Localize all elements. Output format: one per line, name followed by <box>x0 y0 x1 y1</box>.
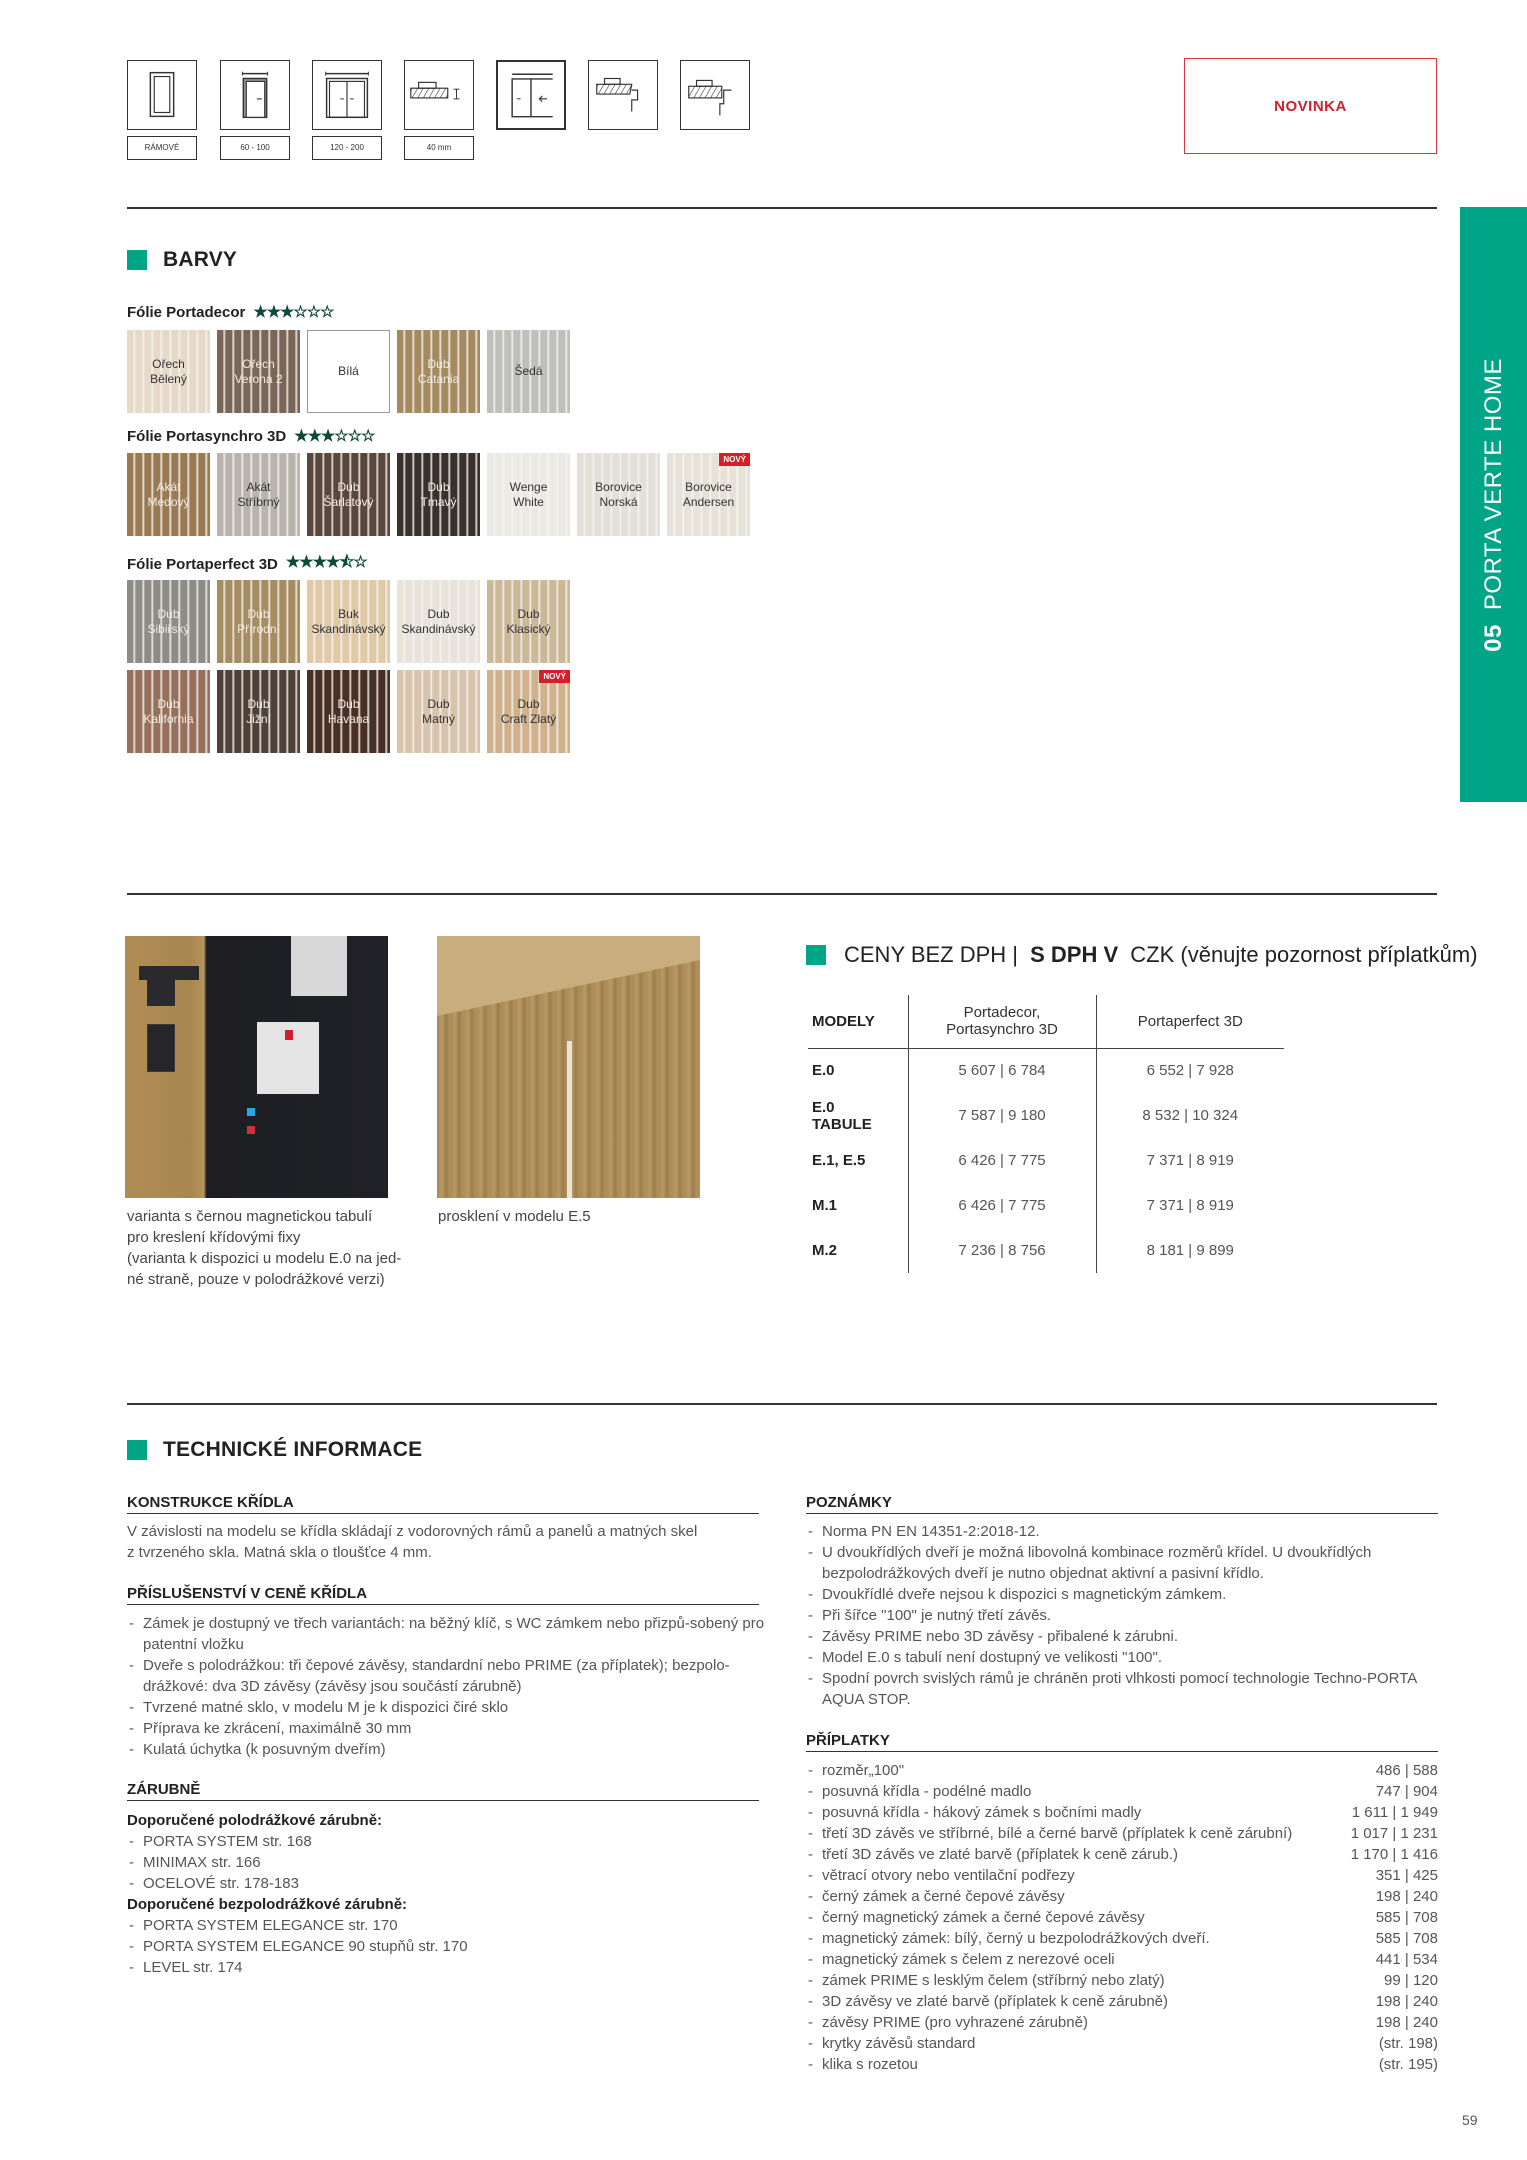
chapter-title: PORTA VERTE HOME <box>1479 357 1507 610</box>
swatch-label-wrap <box>234 357 282 387</box>
swatch-label-wrap <box>323 480 373 510</box>
surcharge-price: 441 | 534 <box>1375 1951 1438 1968</box>
swatch-label-wrap <box>311 607 385 637</box>
color-swatch[interactable] <box>397 670 480 753</box>
surcharge-item <box>806 2054 1438 2075</box>
swatch-label: Dub <box>427 479 450 494</box>
swatch-label: Sibiřský <box>147 621 190 636</box>
surcharge-label: - větrací otvory nebo ventilační podřezy <box>822 1867 1075 1884</box>
color-swatch[interactable] <box>127 453 210 536</box>
novinka-badge: NOVINKA <box>1184 58 1437 154</box>
price-cell: 6 426 | 7 775 <box>908 1138 1096 1183</box>
surcharge-label: - 3D závěsy ve zlaté barvě (příplatek k ceně zárubně) <box>822 1993 1169 2010</box>
sliding-door-icon <box>496 60 566 130</box>
swatch-label-wrap <box>510 480 548 510</box>
surcharge-price: 198 | 240 <box>1375 1888 1438 1905</box>
surcharge-label: - posuvná křídla - podélné madlo <box>822 1783 1032 1800</box>
swatch-label: Norská <box>599 494 638 509</box>
surcharge-price: 198 | 240 <box>1375 1993 1438 2010</box>
price-cell: 6 552 | 7 928 <box>1096 1048 1284 1093</box>
swatch-label: Šarlatový <box>323 494 374 509</box>
surcharge-label: - magnetický zámek: bílý, černý u bezpolodrážkových dveří. <box>822 1930 1210 1947</box>
swatch-label: Ořech <box>152 356 185 371</box>
swatch-label: Matný <box>422 711 455 726</box>
new-badge: NOVÝ <box>539 670 570 683</box>
color-swatch[interactable] <box>397 330 480 413</box>
swatch-label-wrap <box>501 697 556 727</box>
keyhole-rosette-icon <box>147 1024 175 1072</box>
double-door-width-icon <box>312 60 382 130</box>
swatch-label: Dub <box>247 696 270 711</box>
frame-door-icon <box>127 60 197 130</box>
section-marker <box>127 250 147 270</box>
group-title: Fólie Portadecor <box>127 303 246 321</box>
surcharge-price: (str. 195) <box>1378 2056 1438 2073</box>
zarubne-group-title: Doporučené polodrážkové zárubně: <box>127 1812 383 1829</box>
divider <box>127 893 1437 895</box>
frame-top <box>437 936 700 1016</box>
table-row <box>808 1138 1284 1183</box>
zarubne-list <box>127 1810 767 1978</box>
swatch-label-wrap <box>422 697 455 727</box>
surcharge-label: - zámek PRIME s lesklým čelem (stříbrný nebo zlatý) <box>822 1972 1165 1989</box>
swatch-label: Dub <box>427 356 450 371</box>
tech-heading <box>127 1438 422 1462</box>
rebated-door-icon <box>588 60 658 130</box>
swatch-label: Dub <box>157 696 180 711</box>
price-cell: 8 532 | 10 324 <box>1096 1093 1284 1138</box>
swatch-label-wrap <box>683 480 734 510</box>
swatch-label-wrap <box>401 607 475 637</box>
swatch-label: Verona 2 <box>234 371 283 386</box>
surcharge-label: - krytky závěsů standard <box>822 2035 976 2052</box>
surcharge-label: - posuvná křídla - hákový zámek s bočními madly <box>822 1804 1142 1821</box>
surcharge-item <box>806 1781 1438 1802</box>
swatch-label-wrap <box>147 480 189 510</box>
swatch-label: Borovice <box>685 479 732 494</box>
icon-label-frame: RÁMOVÉ <box>127 136 197 160</box>
surcharge-item <box>806 1823 1438 1844</box>
surcharge-price: 1 017 | 1 231 <box>1350 1825 1438 1842</box>
surcharge-price: 1 611 | 1 949 <box>1351 1804 1438 1821</box>
folie-group-title <box>127 551 367 578</box>
list-item: - MINIMAX str. 166 <box>127 1852 767 1873</box>
door-thickness-icon <box>404 60 474 130</box>
surcharge-label: - magnetický zámek s čelem z nerezové oceli <box>822 1951 1115 1968</box>
surcharge-label: - rozměr„100" <box>822 1762 905 1779</box>
prices-heading-part: CZK (věnujte pozornost příplatkům) <box>1124 942 1478 967</box>
surcharge-price: 351 | 425 <box>1375 1867 1438 1884</box>
folie-group-title <box>127 302 333 322</box>
swatch-label-wrap <box>338 364 359 379</box>
swatch-label: Klasický <box>506 621 551 636</box>
surcharge-item <box>806 1802 1438 1823</box>
swatch-label: Havana <box>327 711 370 726</box>
icon-label-thickness: 40 mm <box>404 136 474 160</box>
swatch-label: Andersen <box>682 494 735 509</box>
text-line: z tvrzeného skla. Matná skla o tloušťce 4 mm. <box>127 1544 432 1561</box>
color-swatch[interactable] <box>487 580 570 663</box>
surcharge-price: 747 | 904 <box>1375 1783 1438 1800</box>
swatch-label: Tmavý <box>420 494 457 509</box>
table-row <box>808 1228 1284 1273</box>
swatch-label-wrap <box>147 607 189 637</box>
chapter-number: 05 <box>1479 623 1507 652</box>
model-cell: E.1, E.5 <box>812 1152 866 1169</box>
price-cell: 5 607 | 6 784 <box>908 1048 1096 1093</box>
color-swatch[interactable] <box>667 453 750 536</box>
surcharge-price: (str. 198) <box>1378 2035 1438 2052</box>
swatch-label: Akát <box>246 479 271 494</box>
swatch-label: Medový <box>147 494 190 509</box>
swatch-label: Skandinávský <box>311 621 386 636</box>
list-item: - Při šířce "100" je nutný třetí závěs. <box>806 1605 1438 1626</box>
swatch-label: Dub <box>427 606 450 621</box>
color-swatch[interactable] <box>217 670 300 753</box>
surcharge-label: - třetí 3D závěs ve zlaté barvě (příplatek k ceně zárub.) <box>822 1846 1178 1863</box>
color-swatch[interactable] <box>577 453 660 536</box>
header-line: Portasynchro 3D <box>946 1021 1058 1039</box>
icon-label-double-width: 120 - 200 <box>312 136 382 160</box>
prices-heading-part: CENY BEZ DPH | <box>844 942 1025 967</box>
swatch-label-wrap <box>506 607 550 637</box>
color-swatch[interactable] <box>127 670 210 753</box>
swatch-label: Dub <box>337 479 360 494</box>
section-marker <box>127 1440 147 1460</box>
colors-title: BARVY <box>163 248 238 271</box>
pinned-paper <box>291 936 347 996</box>
zarubne-group-title: Doporučené bezpolodrážkové zárubně: <box>127 1896 408 1913</box>
price-cell: 7 371 | 8 919 <box>1096 1138 1284 1183</box>
surcharge-price: 99 | 120 <box>1384 1972 1438 1989</box>
surcharge-item <box>806 1844 1438 1865</box>
swatch-label: Dub <box>517 696 540 711</box>
blue-magnet <box>247 1108 255 1116</box>
prislusenstvi-heading: PŘÍSLUŠENSTVÍ V CENĚ KŘÍDLA <box>127 1585 759 1605</box>
surcharge-item <box>806 1970 1438 1991</box>
swatch-label-wrap <box>246 697 271 727</box>
folie-group-title <box>127 426 374 446</box>
icon-label-single-width: 60 - 100 <box>220 136 290 160</box>
caption-line: pro kreslení křídovými fixy <box>127 1229 301 1246</box>
color-swatch[interactable] <box>217 330 300 413</box>
swatch-label: Akát <box>156 479 181 494</box>
swatch-label: Dub <box>337 696 360 711</box>
list-item: - PORTA SYSTEM str. 168 <box>127 1831 767 1852</box>
color-swatch[interactable] <box>307 330 390 413</box>
model-cell: E.0 <box>812 1062 835 1080</box>
section-marker <box>806 945 826 965</box>
price-cell: 7 371 | 8 919 <box>1096 1183 1284 1228</box>
caption-line: prosklení v modelu E.5 <box>438 1208 591 1225</box>
list-item: - Dvoukřídlé dveře nejsou k dispozici s magnetickým zámkem. <box>806 1584 1438 1605</box>
swatch-label: Dub <box>427 696 450 711</box>
magnetic-board-photo <box>125 936 388 1198</box>
swatch-label: Stříbrný <box>237 494 280 509</box>
swatch-label: Bílá <box>338 364 359 378</box>
swatch-label: Buk <box>338 606 359 621</box>
zarubne-heading: ZÁRUBNĚ <box>127 1781 759 1801</box>
header-line: Portadecor, <box>963 1004 1041 1022</box>
list-item: - Tvrzené matné sklo, v modelu M je k dispozici čiré sklo <box>127 1697 767 1718</box>
zarubne-group-list <box>127 1915 767 1978</box>
surcharge-item <box>806 1760 1438 1781</box>
swatch-label: Přírodní <box>237 621 280 636</box>
swatch-label: Borovice <box>595 479 642 494</box>
list-item: - PORTA SYSTEM ELEGANCE 90 stupňů str. 170 <box>127 1936 767 1957</box>
konstrukce-text <box>127 1521 767 1563</box>
swatch-label: White <box>513 494 544 509</box>
priplatky-heading: PŘÍPLATKY <box>806 1732 1438 1752</box>
poznamky-list <box>806 1521 1438 1710</box>
red-magnet <box>285 1030 293 1040</box>
price-cell: 6 426 | 7 775 <box>908 1183 1096 1228</box>
priplatky-list <box>806 1760 1438 2075</box>
prislusenstvi-list <box>127 1613 767 1760</box>
surcharge-price: 486 | 588 <box>1375 1762 1438 1779</box>
swatch-label-wrap <box>237 607 280 637</box>
swatch-label-wrap <box>418 357 459 387</box>
model-cell: E.0 TABULE <box>812 1098 872 1133</box>
color-swatch[interactable] <box>487 453 570 536</box>
list-item: - Spodní povrch svislých rámů je chráněn proti vlhkosti pomocí technologie Techno-PORTA AQUA STOP. <box>806 1668 1438 1710</box>
swatch-label: Wenge <box>509 479 548 494</box>
prices-heading <box>806 942 1478 968</box>
column-header-portaperfect: Portaperfect 3D <box>1096 995 1284 1048</box>
surcharge-item <box>806 1949 1438 1970</box>
color-swatch[interactable] <box>127 330 210 413</box>
swatch-label-wrap <box>421 480 457 510</box>
swatch-label-wrap <box>237 480 279 510</box>
model-cell: M.1 <box>812 1197 838 1214</box>
color-swatch[interactable] <box>307 670 390 753</box>
swatch-label: Šedá <box>514 364 543 378</box>
tech-title: TECHNICKÉ INFORMACE <box>163 1438 423 1461</box>
price-cell: 7 236 | 8 756 <box>908 1228 1096 1273</box>
surcharge-item <box>806 1907 1438 1928</box>
surcharge-label: - klika s rozetou <box>822 2056 918 2073</box>
list-item: - Příprava ke zkrácení, maximálně 30 mm <box>127 1718 767 1739</box>
swatch-label-wrap <box>143 697 193 727</box>
glass-strip <box>567 1041 572 1198</box>
surcharge-price: 585 | 708 <box>1375 1930 1438 1947</box>
list-item: - Model E.0 s tabulí není dostupný ve velikosti "100". <box>806 1647 1438 1668</box>
prices-heading-bold: S DPH V <box>1030 942 1119 967</box>
model-cell: M.2 <box>812 1242 838 1259</box>
color-swatch[interactable] <box>487 330 570 413</box>
price-cell: 8 181 | 9 899 <box>1096 1228 1284 1273</box>
swatch-label: Dub <box>247 606 270 621</box>
rating-stars-icon: ★★★★⯪☆ <box>285 554 367 571</box>
poznamky-heading: POZNÁMKY <box>806 1494 1438 1514</box>
swatch-label: Skandinávský <box>401 621 476 636</box>
color-swatch[interactable] <box>127 580 210 663</box>
swatch-label: Jižní <box>246 711 271 726</box>
colors-heading <box>127 248 237 272</box>
zarubne-group-list <box>127 1831 767 1894</box>
color-swatch[interactable] <box>307 580 390 663</box>
surcharge-item <box>806 1865 1438 1886</box>
color-swatch[interactable] <box>307 453 390 536</box>
group-title: Fólie Portasynchro 3D <box>127 427 287 445</box>
column-header-portadecor <box>908 995 1096 1048</box>
photo-caption-glazing <box>438 1206 591 1227</box>
page-number: 59 <box>1462 2112 1478 2128</box>
divider <box>127 207 1437 209</box>
caption-line: varianta s černou magnetickou tabulí <box>127 1208 373 1225</box>
list-item: - LEVEL str. 174 <box>127 1957 767 1978</box>
swatch-label-wrap <box>514 364 542 379</box>
photo-caption-board <box>127 1206 401 1290</box>
text-line: V závislosti na modelu se křídla skládají z vodorovných rámů a panelů a matných skel <box>127 1523 698 1540</box>
surcharge-item <box>806 1928 1438 1949</box>
swatch-label: Craft Zlatý <box>500 711 557 726</box>
surcharge-price: 585 | 708 <box>1375 1909 1438 1926</box>
table-row <box>808 1093 1284 1138</box>
surcharge-item <box>806 1886 1438 1907</box>
list-item: - Závěsy PRIME nebo 3D závěsy - přibalené k zárubni. <box>806 1626 1438 1647</box>
list-item: - Kulatá úchytka (k posuvným dveřím) <box>127 1739 767 1760</box>
surcharge-price: 198 | 240 <box>1375 2014 1438 2031</box>
swatch-label: Ořech <box>242 356 275 371</box>
swatch-label: Kalifornia <box>143 711 194 726</box>
swatch-label: Dub <box>157 606 180 621</box>
surcharge-label: - černý magnetický zámek a černé čepové závěsy <box>822 1909 1145 1926</box>
chapter-side-tab[interactable] <box>1460 207 1527 802</box>
flush-door-icon <box>680 60 750 130</box>
surcharge-label: - třetí 3D závěs ve stříbrné, bílé a černé barvě (příplatek k ceně zárubní) <box>822 1825 1293 1842</box>
list-item: - Zámek je dostupný ve třech variantách: na běžný klíč, s WC zámkem nebo přizpů-sobený pro patentní vložku <box>127 1613 767 1655</box>
konstrukce-heading: KONSTRUKCE KŘÍDLA <box>127 1494 759 1514</box>
swatch-label-wrap <box>150 357 187 387</box>
list-item: - PORTA SYSTEM ELEGANCE str. 170 <box>127 1915 767 1936</box>
handle-rosette <box>147 976 175 1006</box>
swatch-label-wrap <box>595 480 642 510</box>
price-table <box>808 995 1284 1273</box>
color-swatch[interactable] <box>217 580 300 663</box>
surcharge-label: - černý zámek a černé čepové závěsy <box>822 1888 1065 1905</box>
list-item: - U dvoukřídlých dveří je možná libovolná kombinace rozměrů křídel. U dvoukřídlých bezpolodrážkových dveří je nutno objednat aktivní a pasivní křídlo. <box>806 1542 1438 1584</box>
color-swatch[interactable] <box>397 580 480 663</box>
swatch-label: Bělený <box>150 371 187 386</box>
color-swatch[interactable] <box>487 670 570 753</box>
caption-line: (varianta k dispozici u modelu E.0 na jed- <box>127 1250 402 1267</box>
divider <box>127 1403 1437 1405</box>
table-row <box>808 1048 1284 1093</box>
rating-stars-icon: ★★★☆☆☆ <box>253 304 334 321</box>
list-item: - Dveře s polodrážkou: tři čepové závěsy, standardní nebo PRIME (za příplatek); bezpolo-drážkové: dva 3D závěsy (závěsy jsou součástí zárubně) <box>127 1655 767 1697</box>
new-badge: NOVÝ <box>719 453 750 466</box>
surcharge-item <box>806 2033 1438 2054</box>
surcharge-label: - závěsy PRIME (pro vyhrazené zárubně) <box>822 2014 1088 2031</box>
pink-magnet <box>247 1126 255 1134</box>
swatch-label: Catania <box>417 371 460 386</box>
color-swatch[interactable] <box>397 453 480 536</box>
list-item: - OCELOVÉ str. 178-183 <box>127 1873 767 1894</box>
swatch-label: Dub <box>517 606 540 621</box>
surcharge-item <box>806 1991 1438 2012</box>
rating-stars-icon: ★★★☆☆☆ <box>294 428 375 445</box>
surcharge-price: 1 170 | 1 416 <box>1350 1846 1438 1863</box>
surcharge-item <box>806 2012 1438 2033</box>
table-header-row <box>808 995 1284 1048</box>
list-item: - Norma PN EN 14351-2:2018-12. <box>806 1521 1438 1542</box>
table-row <box>808 1183 1284 1228</box>
single-door-width-icon <box>220 60 290 130</box>
group-title: Fólie Portaperfect 3D <box>127 556 278 573</box>
caption-line: né straně, pouze v polodrážkové verzi) <box>127 1271 385 1288</box>
color-swatch[interactable] <box>217 453 300 536</box>
swatch-label-wrap <box>328 697 369 727</box>
price-cell: 7 587 | 9 180 <box>908 1093 1096 1138</box>
glazing-e5-photo <box>437 936 700 1198</box>
column-header-models: MODELY <box>808 995 908 1048</box>
